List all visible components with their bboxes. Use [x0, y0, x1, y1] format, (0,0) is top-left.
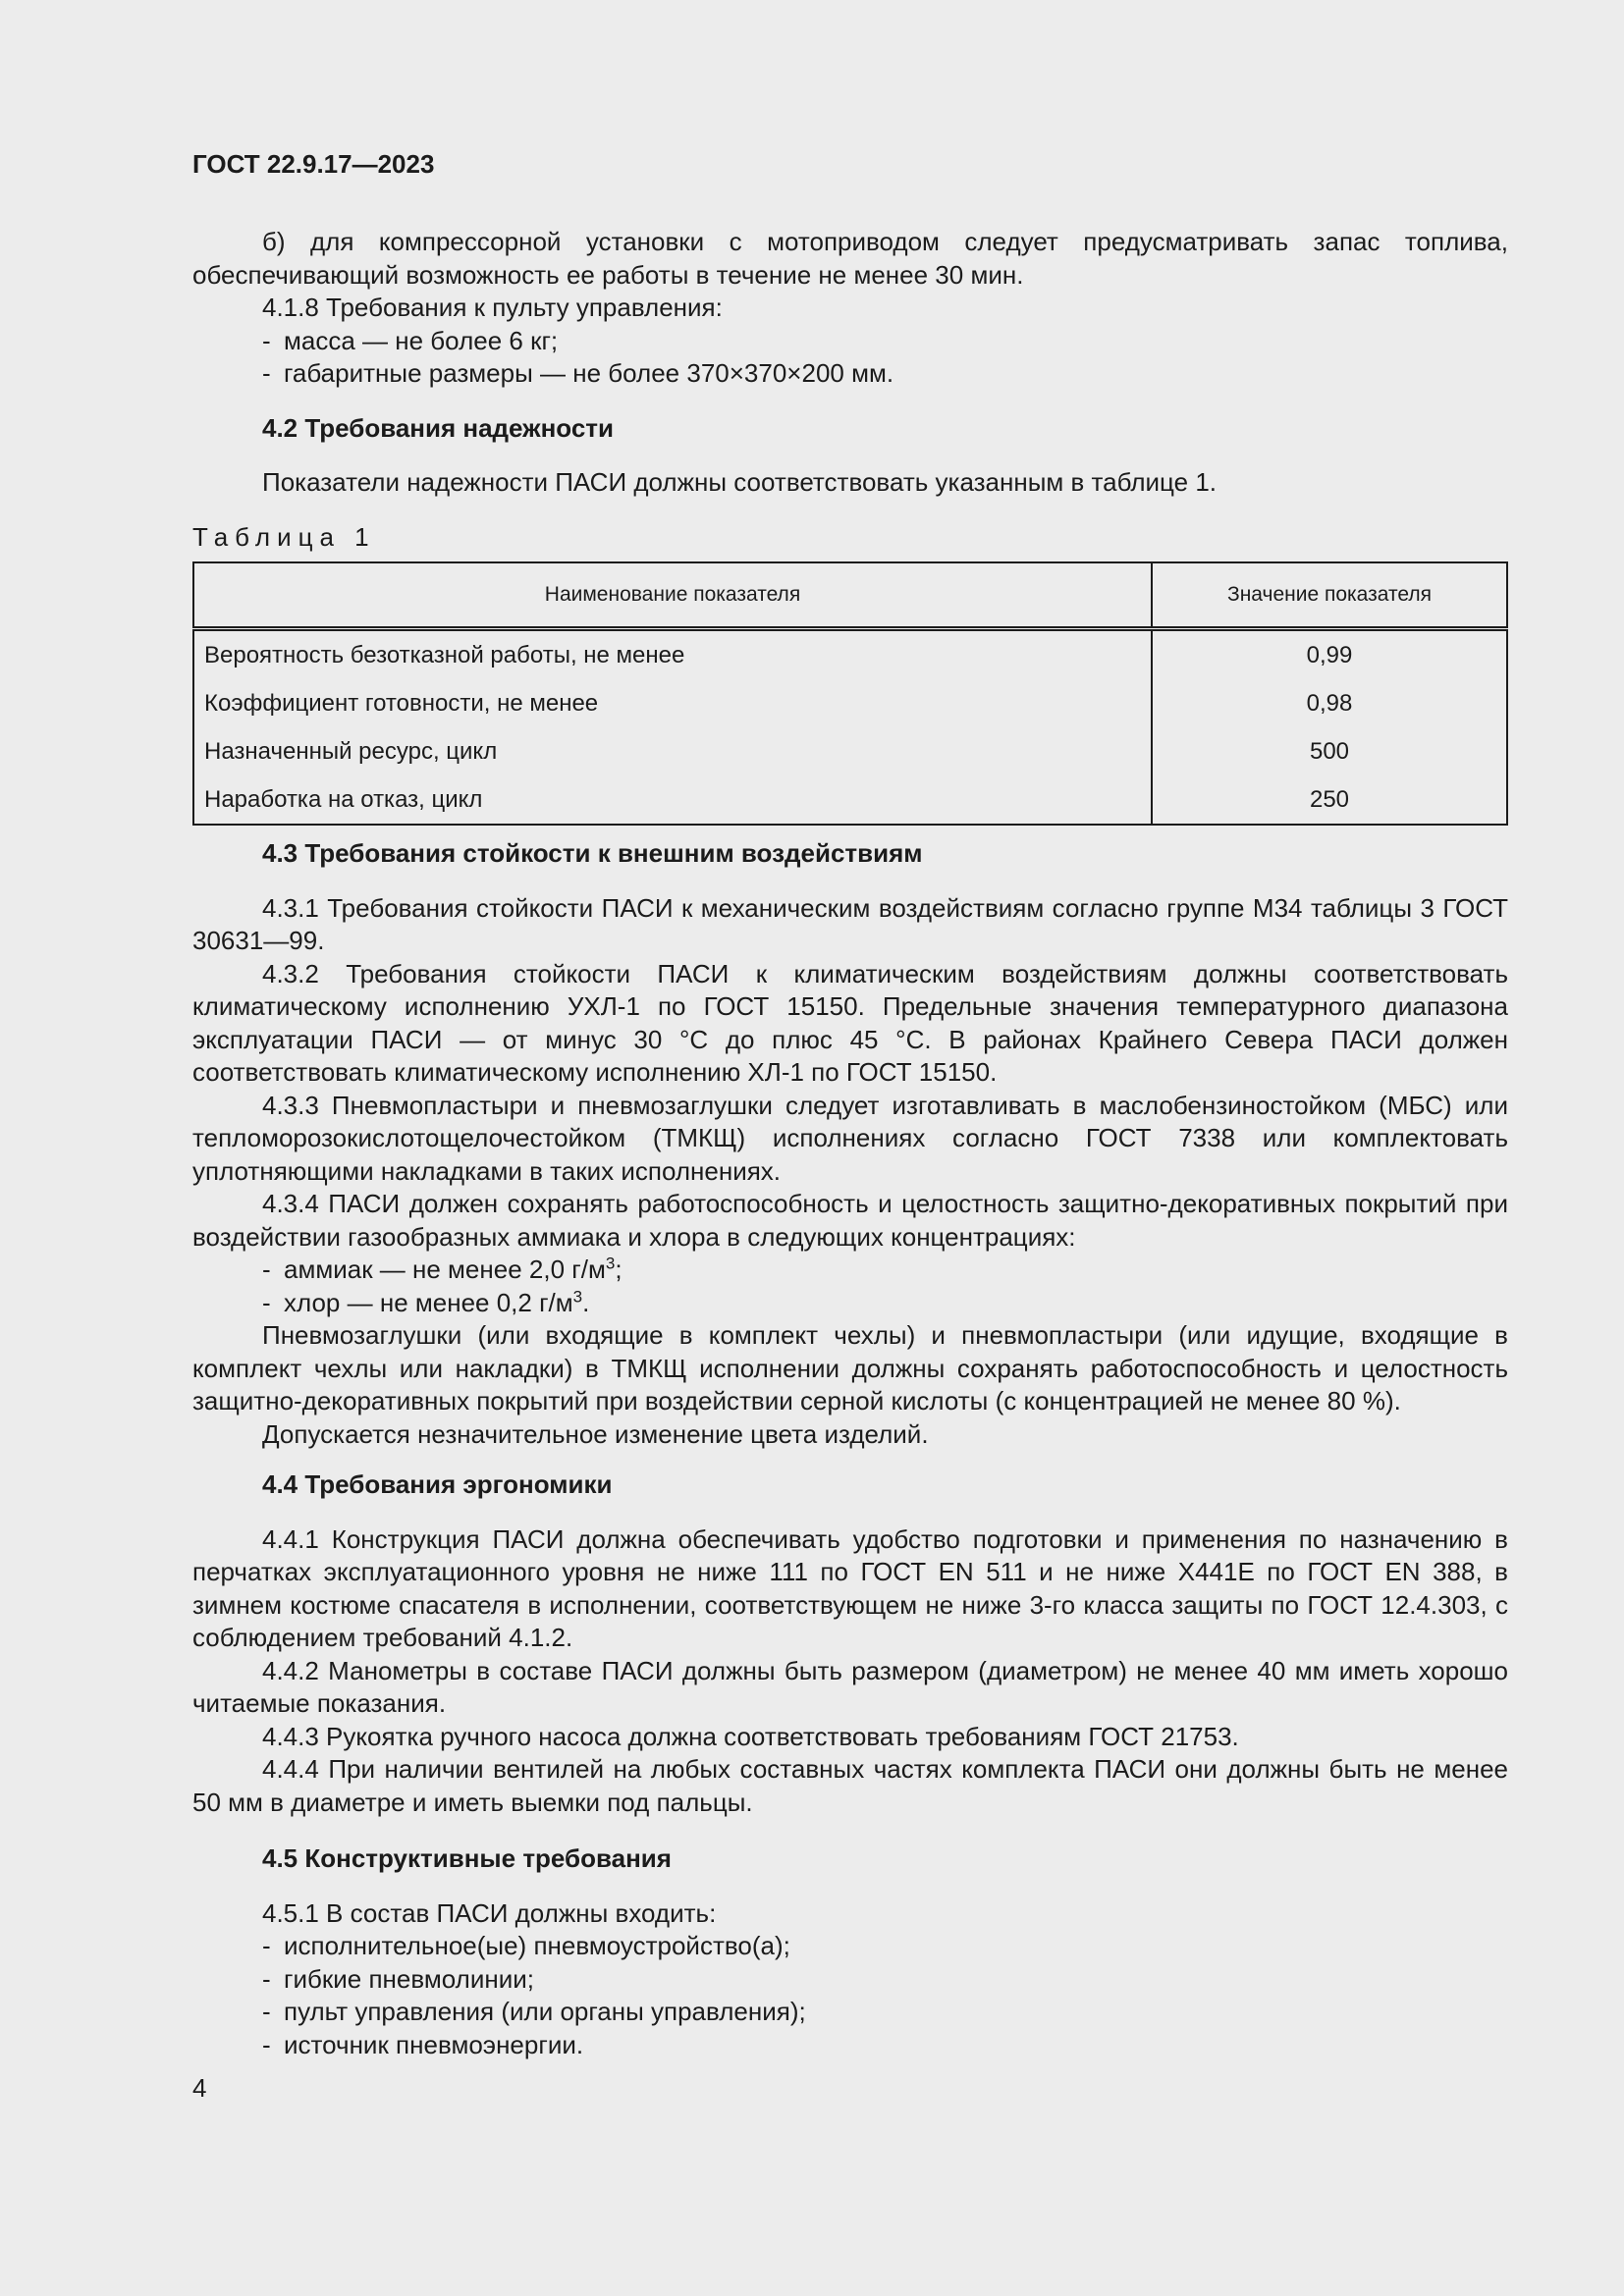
table-cell-name: Наработка на отказ, цикл — [193, 775, 1152, 825]
paragraph-4-5-1: 4.5.1 В состав ПАСИ должны входить: — [262, 1897, 717, 1928]
table-row — [193, 629, 1507, 680]
table-cell-value: 500 — [1309, 737, 1350, 765]
table-row — [193, 679, 1507, 727]
paragraph-4-1-8: 4.1.8 Требования к пульту управления: — [262, 293, 723, 322]
list-item-text: пульт управления (или органы управления); — [284, 1997, 806, 2026]
table-row — [193, 775, 1507, 825]
list-item-mass: - масса — не более 6 кг; — [262, 325, 559, 355]
list-item-text: аммиак — не менее 2,0 г/м — [284, 1255, 606, 1284]
reliability-table — [192, 561, 1508, 826]
paragraph-color-change: Допускается незначительное изменение цвета изделий. — [262, 1418, 929, 1449]
table-cell-value: 0,98 — [1306, 689, 1353, 717]
list-item-text: хлор — не менее 0,2 г/м — [284, 1287, 573, 1317]
paragraph-4-3-4: 4.3.4 ПАСИ должен сохранять работоспособность и целостность защитно-декоративных покрытий при воздействии газообразных аммиака и хлора в следующих концентрациях: — [192, 1189, 1508, 1252]
table-header-value: Значение показателя — [1152, 562, 1507, 629]
list-item-text: масса — не более 6 кг; — [284, 325, 559, 355]
list-item: - пульт управления (или органы управления); — [262, 1997, 806, 2026]
document-id: ГОСТ 22.9.17—2023 — [192, 149, 435, 179]
table-header-row — [193, 562, 1507, 629]
paragraph-4-3-2: 4.3.2 Требования стойкости ПАСИ к климатическим воздействиям должны соответствовать климатическому исполнению УХЛ-1 по ГОСТ 15150. Предельные значения температурного диапазона эксплуатации ПАСИ — от минус 30 °С до плюс 45 °С. В районах Крайнего Севера ПАСИ должен соответствовать климатическому исполнению ХЛ-1 по ГОСТ 15150. — [192, 958, 1508, 1087]
section-title-4-4: 4.4 Требования эргономики — [262, 1469, 613, 1499]
table-cell-name: Назначенный ресурс, цикл — [193, 727, 1152, 775]
section-title-4-3: 4.3 Требования стойкости к внешним воздействиям — [262, 838, 923, 868]
page-number: 4 — [192, 2073, 207, 2103]
list-item-chlorine: - хлор — не менее 0,2 $г/м^3$. — [262, 1286, 590, 1317]
paragraph-4-4-2: 4.4.2 Манометры в составе ПАСИ должны быть размером (диаметром) не менее 40 мм иметь хорошо читаемые показания. — [192, 1655, 1508, 1718]
list-item-ammonia: - аммиак — не менее 2,0 $г/м^3$; — [262, 1254, 623, 1284]
table-cell-value: 250 — [1309, 785, 1350, 813]
list-item: - источник пневмоэнергии. — [262, 2029, 584, 2059]
table-cell-name: Коэффициент готовности, не менее — [193, 679, 1152, 727]
section-title-4-5: 4.5 Конструктивные требования — [262, 1843, 672, 1873]
list-item: - гибкие пневмолинии; — [262, 1963, 534, 1994]
superscript: 3 — [605, 1254, 616, 1273]
paragraph-4-2: Показатели надежности ПАСИ должны соответствовать указанным в таблице 1. — [262, 467, 1218, 497]
list-item-text: гибкие пневмолинии; — [284, 1963, 534, 1994]
paragraph-plugs: Пневмозаглушки (или входящие в комплект чехлы) и пневмопластыри (или идущие, входящие в комплект чехлы или накладки) в ТМКЩ исполнении должны сохранять работоспособность и целостность защитно-декоративных покрытий при воздействии серной кислоты (с концентрацией не менее 80 %). — [192, 1320, 1508, 1415]
section-title-4-2: 4.2 Требования надежности — [262, 412, 615, 443]
paragraph-b: б) для компрессорной установки с мотоприводом следует предусматривать запас топлива, обеспечивающий возможность ее работы в течение не менее 30 мин. — [192, 227, 1508, 290]
paragraph-4-4-4: 4.4.4 При наличии вентилей на любых составных частях комплекта ПАСИ они должны быть не менее 50 мм в диаметре и иметь выемки под пальцы. — [192, 1754, 1508, 1817]
document-body — [192, 226, 1508, 2061]
table-caption: Таблица 1 — [192, 521, 376, 552]
paragraph-4-3-1: 4.3.1 Требования стойкости ПАСИ к механическим воздействиям согласно группе М34 таблицы 3 ГОСТ 30631—99. — [192, 892, 1508, 955]
list-item-text: исполнительное(ые) пневмоустройство(а); — [284, 1931, 790, 1960]
table-cell-value: 0,99 — [1306, 641, 1353, 668]
table-row — [193, 727, 1507, 775]
list-item: - исполнительное(ые) пневмоустройство(а); — [262, 1931, 790, 1960]
list-item-text: источник пневмоэнергии. — [284, 2029, 584, 2059]
list-item-end: ; — [615, 1255, 623, 1284]
superscript: 3 — [572, 1286, 583, 1306]
paragraph-4-3-3: 4.3.3 Пневмопластыри и пневмозаглушки следует изготавливать в маслобензиностойком (МБС) или тепломорозокислотощелочестойком (ТМКЩ) исполнениях согласно ГОСТ 7338 или комплектовать уплотняющими накладками в таких исполнениях. — [192, 1090, 1508, 1186]
table-header-name: Наименование показателя — [193, 562, 1152, 629]
list-item-dimensions: - габаритные размеры — не более 370×370×200 мм. — [262, 358, 894, 388]
paragraph-4-4-1: 4.4.1 Конструкция ПАСИ должна обеспечивать удобство подготовки и применения по назначению в перчатках эксплуатационного уровня не ниже 111 по ГОСТ EN 511 и не ниже X441E по ГОСТ EN 388, в зимнем костюме спасателя в исполнении, соответствующем не ниже 3-го класса защиты по ГОСТ 12.4.303, с соблюдением требований 4.1.2. — [192, 1523, 1508, 1652]
list-item-end: . — [582, 1287, 590, 1317]
list-item-text: габаритные размеры — не более 370×370×200 мм. — [284, 358, 894, 388]
paragraph-4-4-3: 4.4.3 Рукоятка ручного насоса должна соответствовать требованиям ГОСТ 21753. — [262, 1721, 1239, 1751]
table-cell-name: Вероятность безотказной работы, не менее — [193, 629, 1152, 680]
